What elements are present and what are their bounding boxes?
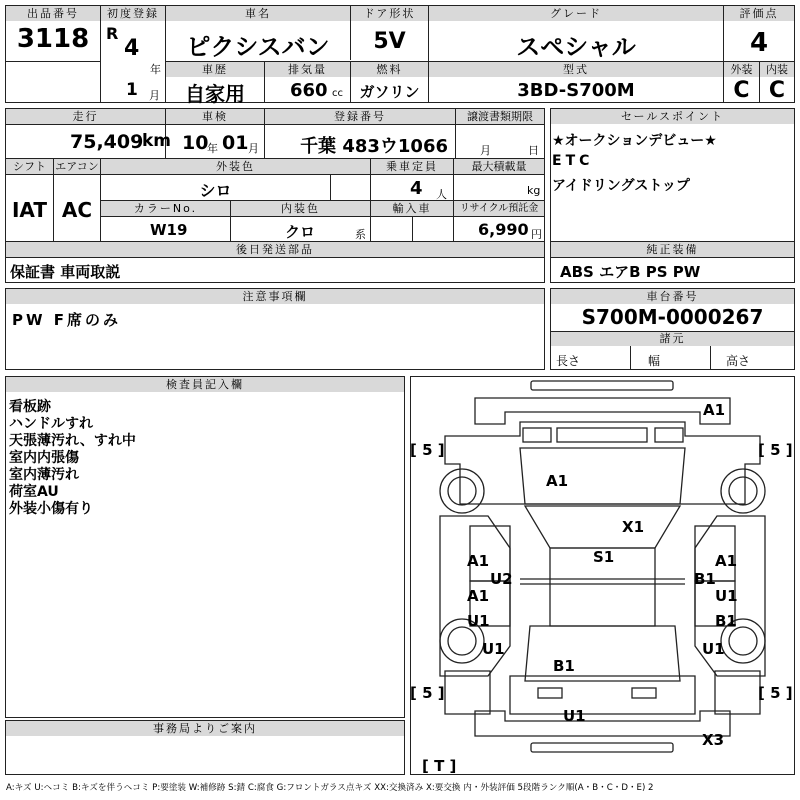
history: 自家用 [185,82,245,106]
mark-left-front-door: A1 [467,552,490,570]
model-label: 型式 [429,62,723,77]
interior-color: クロ [285,223,316,241]
mark-right-front-door: A1 [715,552,738,570]
mark-right-rear-door: U1 [715,587,738,605]
capacity-unit: 人 [436,188,447,201]
shift-label: シフト [6,159,53,174]
interior-color-label: 内装色 [231,201,370,216]
ac-label: エアコン [55,160,99,173]
mileage-unit: km [142,131,172,151]
mark-right-pillar: B1 [694,570,716,588]
mark-back-door: B1 [553,657,575,675]
tire-rear-left: [ 5 ] [410,684,445,702]
mark-rear-bumper: X3 [702,731,725,749]
mark-left-pillar: U2 [490,570,513,588]
score: 4 [749,28,769,58]
capacity: 4 [410,178,423,199]
body-color: シロ [199,181,232,200]
ext-label: 外装 [724,62,759,77]
car-name: ピクシスバン [186,33,330,61]
displacement-label: 排気量 [265,62,350,77]
dim-length: 長さ [556,354,581,368]
first-reg-year: 4 [124,36,140,61]
sales-label: セールスポイント [551,109,794,124]
inspector-line-2: ハンドルすれ [9,416,93,432]
capacity-label: 乗車定員 [371,159,453,174]
plate: 千葉 483ウ1066 [300,136,448,157]
office-label: 事務局よりご案内 [6,721,404,736]
displacement-unit: cc [332,88,343,99]
color-label: 外装色 [101,159,370,174]
sales-line-2: ETC [552,153,594,169]
load-unit: kg [527,184,541,197]
mark-left-rear-door-2: U1 [467,612,490,630]
dim-width: 幅 [648,354,661,368]
legend: A:キズ U:ヘコミ B:キズを伴うヘコミ P:要塗装 W:補修跡 S:錆 C:腐食 G:フロントガラス点キズ XX:交換済み X:要交換 内・外装評価 5段階ランク順(A・B・C・D・E) 2 [6,783,654,793]
inspector-line-1: 看板跡 [9,399,51,415]
car-diagram [410,376,795,775]
recycle-label: リサイクル預託金 [454,201,544,216]
insp-year-unit: 年 [207,142,218,155]
tire-spare: [ T ] [422,757,457,775]
sales-line-1: ★オークションデビュー★ [552,133,717,149]
inspector-line-3: 天張薄汚れ、すれ中 [9,433,136,449]
inspector-line-6: 荷室AU [9,484,59,500]
mileage-label: 走行 [6,109,165,124]
recycle-unit: 円 [531,228,542,241]
insp-month: 01 [222,132,249,154]
first-reg-month: 1 [126,80,138,100]
transfer-day: 日 [528,144,539,157]
tire-rear-right: [ 5 ] [758,684,793,702]
plate-label: 登録番号 [265,109,455,124]
inspection-label: 車検 [166,109,264,124]
shift: IAT [11,198,47,222]
door-label: ドア形状 [351,6,428,21]
mark-left-rear-door: A1 [467,587,490,605]
load-label: 最大積載量 [454,159,544,174]
score-label: 評価点 [724,6,794,21]
inspector-line-4: 室内内張傷 [9,450,79,466]
grade: スペシャル [516,33,636,61]
lot-no-label: 出品番号 [6,6,100,21]
later-parts-label: 後日発送部品 [6,242,544,257]
inspector-label: 検査員記入欄 [6,377,404,392]
notes-label: 注意事項欄 [6,289,544,304]
dimensions-label: 諸元 [551,331,794,346]
transfer-label: 譲渡書類期限 [456,109,544,124]
mark-bonnet: A1 [546,472,569,490]
int-grade: C [768,78,786,103]
lot-number: 3118 [16,24,90,54]
ac: AC [61,198,93,222]
mark-windshield: X1 [622,518,645,536]
later-parts: 保証書 車両取説 [10,263,121,281]
mark-roof: S1 [593,548,615,566]
mark-rear-panel: U1 [563,707,586,725]
chassis-number: S700M-0000267 [581,305,764,329]
dim-height: 高さ [726,354,751,368]
history-label: 車歴 [166,62,264,77]
door-type: 5V [373,29,406,54]
fuel-label: 燃料 [351,62,428,77]
model: 3BD-S700M [517,80,635,101]
recycle-fee: 6,990 [478,220,529,239]
mark-front-bumper: A1 [703,401,726,419]
inspector-line-5: 室内薄汚れ [9,467,79,483]
inspector-line-7: 外装小傷有り [9,501,93,517]
first-reg-label: 初度登録 [101,6,165,21]
color-no: W19 [150,221,188,239]
insp-month-unit: 月 [248,142,259,155]
year-unit: 年 [150,63,161,76]
mark-right-rear-door-2: B1 [715,612,737,630]
int-label: 内装 [760,62,794,77]
car-name-label: 車名 [166,6,350,21]
month-unit: 月 [149,89,160,102]
ext-grade: C [733,78,750,103]
mark-left-rear-fender: U1 [482,640,505,658]
era: R [106,24,119,43]
tire-front-left: [ 5 ] [410,441,445,459]
equipment-label: 純正装備 [551,242,794,257]
mileage: 75,409 [70,131,144,153]
chassis-label: 車台番号 [551,289,794,304]
displacement: 660 [290,80,328,101]
notes: PW F席のみ [12,311,122,329]
insp-year: 10 [182,132,209,154]
mark-right-rear-fender: U1 [702,640,725,658]
interior-color-unit: 系 [355,228,366,241]
tire-front-right: [ 5 ] [758,441,793,459]
equipment: ABS エアB PS PW [560,263,701,281]
color-no-label: カラーNo. [101,201,230,216]
fuel: ガソリン [359,83,420,101]
import-label: 輸入車 [371,201,453,216]
transfer-month: 月 [480,144,491,157]
grade-label: グレード [429,6,723,21]
sales-line-3: アイドリングストップ [552,178,690,194]
